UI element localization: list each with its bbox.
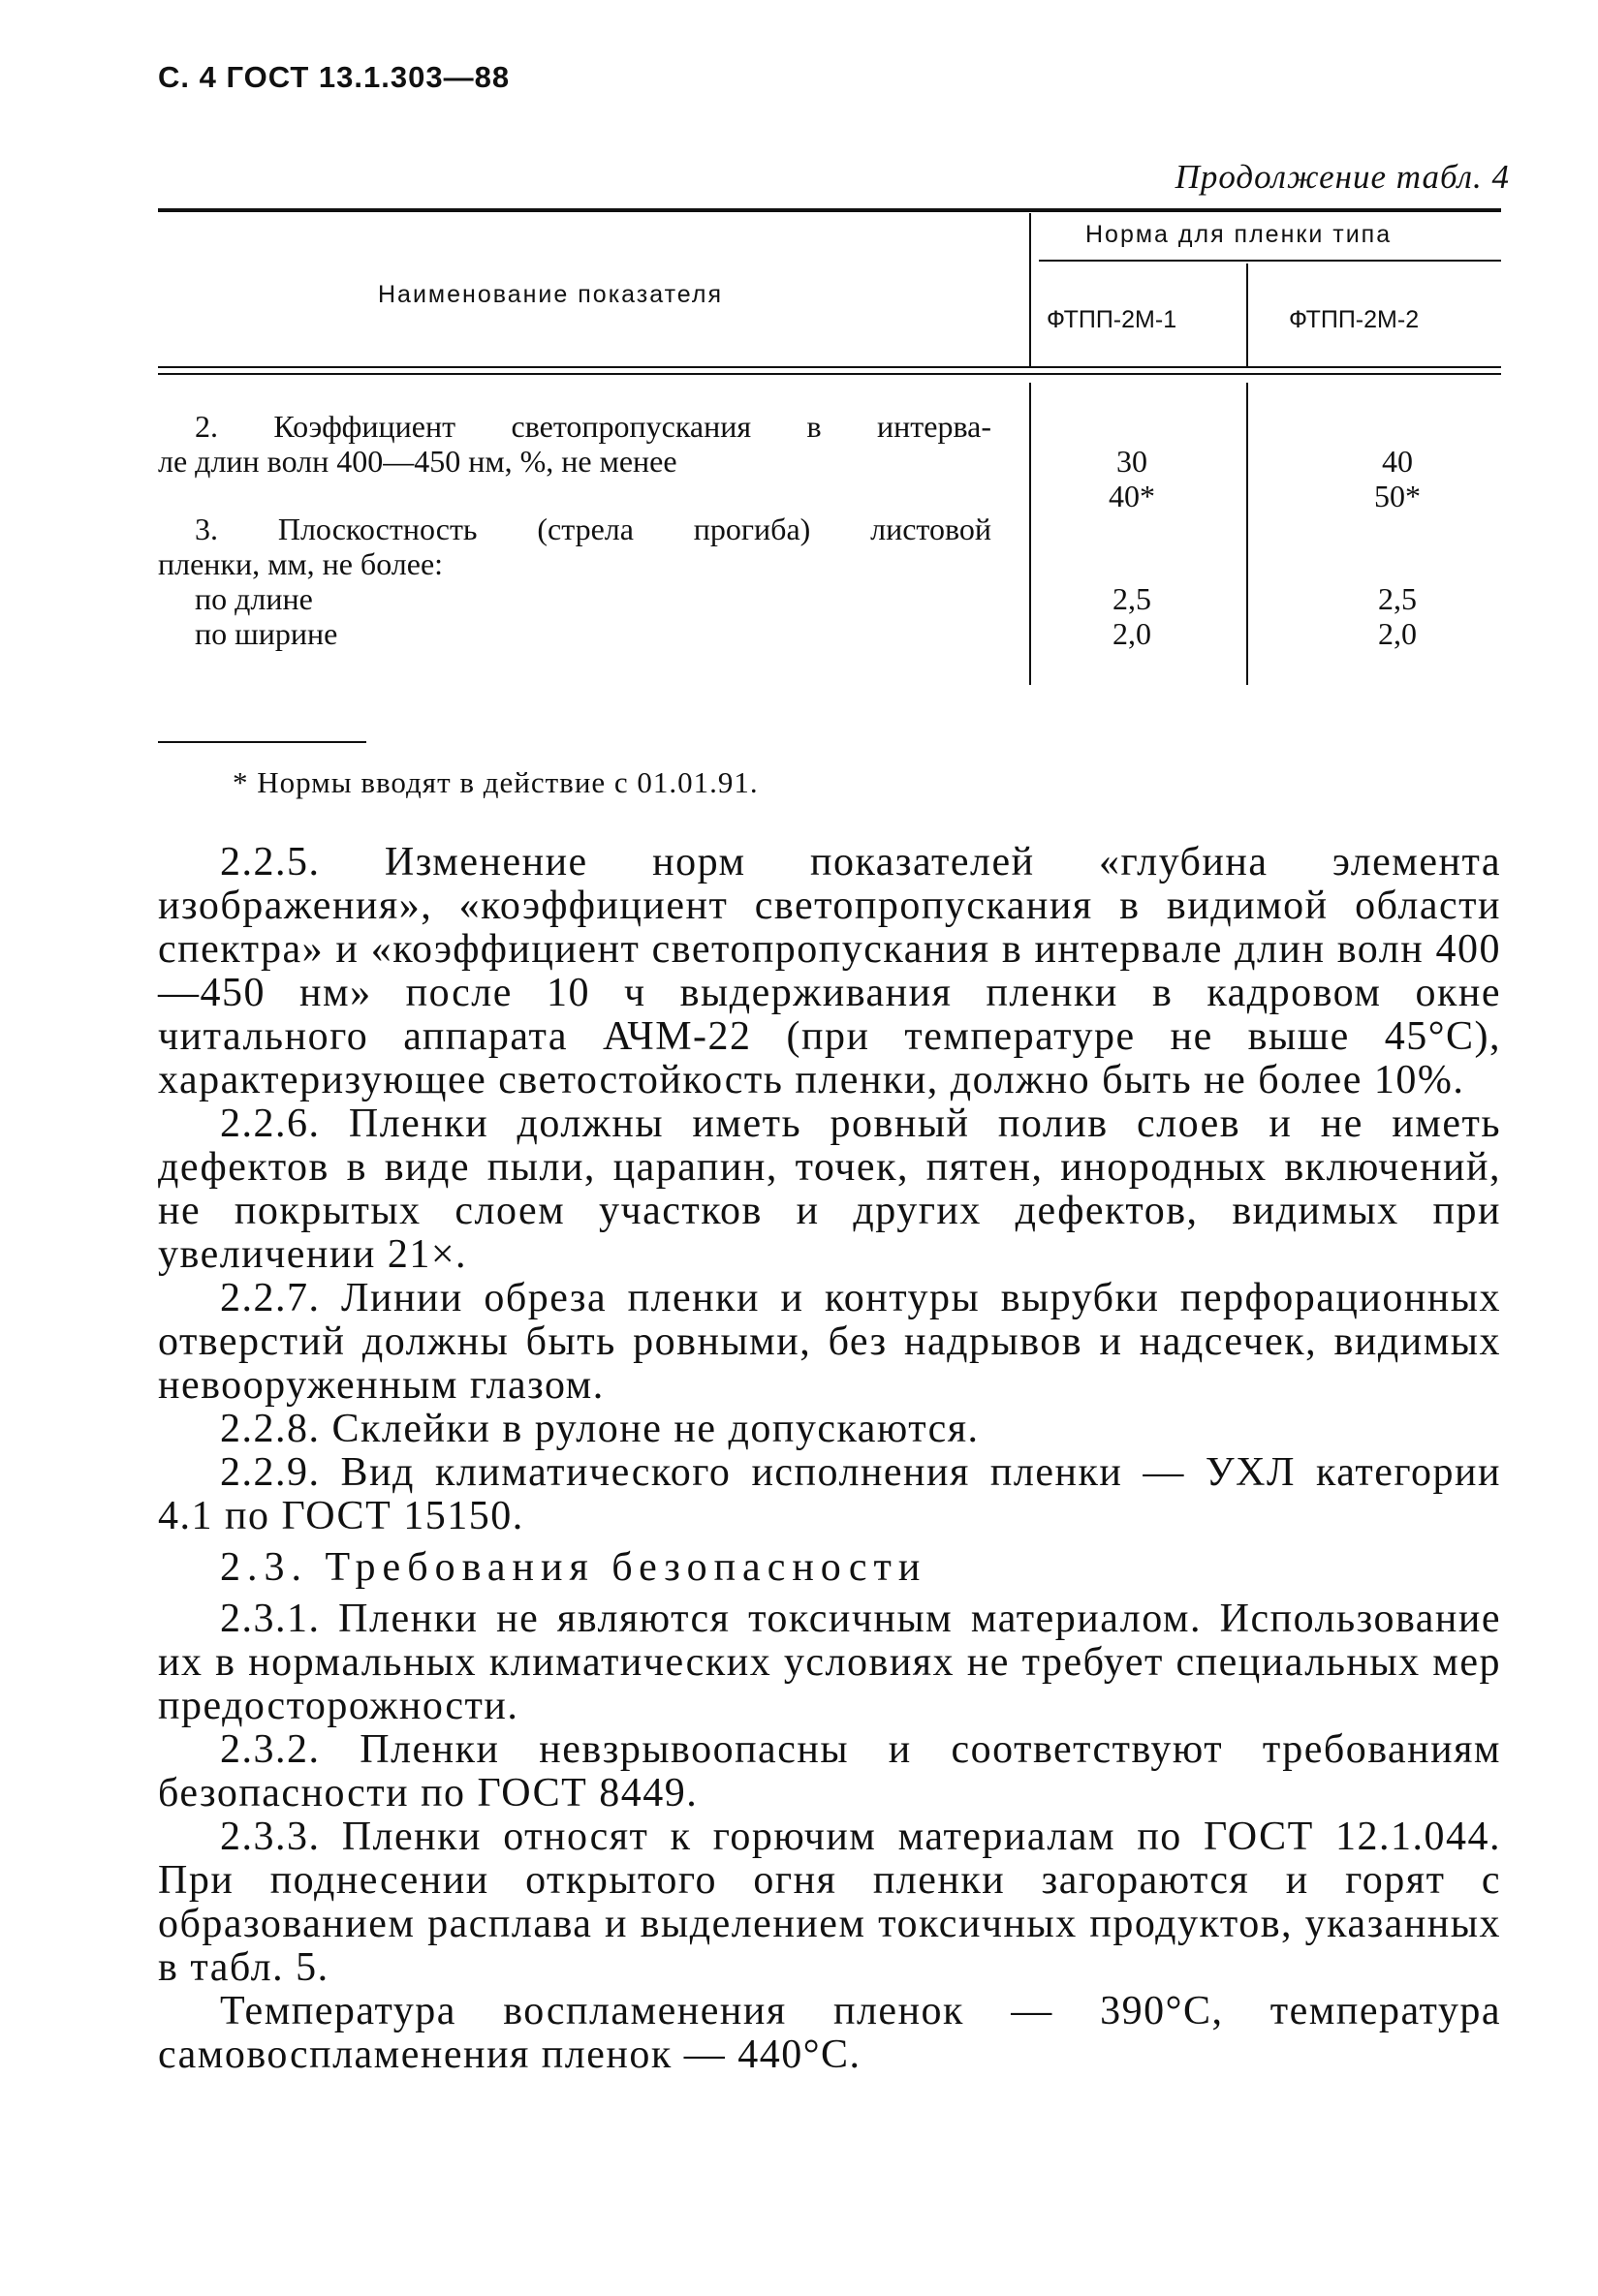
paragraph-2-3-3: 2.3.3. Пленки относят к горючим материалам по ГОСТ 12.1.044. При поднесении открытого огня пленки загораются и горят с образованием расплава и выделением токсичных продуктов, указанных в табл. 5.: [158, 1815, 1501, 1990]
row2-line2: ле длин волн 400—450 нм, %, не менее: [158, 444, 677, 479]
table-header-col1: ФТПП-2М-1: [1047, 306, 1177, 333]
table-row-2-label: [158, 409, 991, 479]
row3-sub2-col2-value: 2,0: [1378, 616, 1417, 651]
paragraph-2-3-2: 2.3.2. Пленки невзрывоопасны и соответствуют требованиям безопасности по ГОСТ 8449.: [158, 1727, 1501, 1815]
paragraph-temperature: Температура воспламенения пленок — 390°С, температура самовоспламенения пленок — 440°С.: [158, 1989, 1501, 2077]
row2-col1-value-b: 40*: [1109, 479, 1155, 513]
paragraph-2-2-8: 2.2.8. Склейки в рулоне не допускаются.: [220, 1407, 980, 1451]
table-caption: Продолжение табл. 4: [1175, 158, 1510, 196]
table-row-3-label: [158, 512, 991, 651]
table-header-bottom-rule: [158, 366, 1501, 368]
paragraph-2-3-1: 2.3.1. Пленки не являются токсичным материалом. Использование их в нормальных климатических условиях не требует специальных мер предосторожности.: [158, 1597, 1501, 1728]
table-col-divider-2: [1246, 264, 1248, 366]
row2-col1-value-a: 30: [1116, 444, 1147, 479]
row3-sub2-col1-value: 2,0: [1112, 616, 1151, 651]
row2-col2-value-b: 50*: [1374, 479, 1421, 513]
row3-line2: пленки, мм, не более:: [158, 546, 444, 581]
page-header: С. 4 ГОСТ 13.1.303—88: [158, 60, 511, 94]
table-col-divider-1: [1029, 213, 1031, 366]
table-subheader-rule: [1039, 260, 1501, 262]
table-col-divider-2-body: [1246, 383, 1248, 685]
body-text: [158, 841, 1501, 2077]
row3-sub1-col2-value: 2,5: [1378, 581, 1417, 616]
table-header-col2: ФТПП-2М-2: [1289, 306, 1420, 333]
table-top-rule: [158, 208, 1501, 212]
row3-sub2: по ширине: [195, 616, 338, 651]
paragraph-2-2-7: 2.2.7. Линии обреза пленки и контуры вырубки перфорационных отверстий должны быть ровными, без надрывов и надсечек, видимых невооруженным глазом.: [158, 1276, 1501, 1408]
table-header-group: Норма для пленки типа: [1085, 221, 1393, 248]
section-heading-2-3: 2.3. Требования безопасности: [220, 1545, 927, 1590]
row3-line1: 3. Плоскостность (стрела прогиба) листовой: [195, 512, 991, 546]
footnote: * Нормы вводят в действие с 01.01.91.: [233, 765, 759, 799]
table-header-name: Наименование показателя: [378, 281, 723, 308]
table-col-divider-1-body: [1029, 383, 1031, 685]
row3-sub1-col1-value: 2,5: [1112, 581, 1151, 616]
row2-line1: 2. Коэффициент светопропускания в интерва-: [195, 409, 991, 444]
row3-sub1: по длине: [195, 581, 313, 616]
row2-col2-value-a: 40: [1382, 444, 1413, 479]
paragraph-2-2-9: 2.2.9. Вид климатического исполнения пленки — УХЛ категории 4.1 по ГОСТ 15150.: [158, 1450, 1501, 1538]
footnote-rule: [158, 741, 366, 743]
paragraph-2-2-5: 2.2.5. Изменение норм показателей «глубина элемента изображения», «коэффициент светопропускания в видимой области спектра» и «коэффициент светопропускания в интервале длин волн 400—450 нм» после 10 ч выдерживания пленки в кадровом окне читального аппарата АЧМ-22 (при температуре не выше 45°С), характеризующее светостойкость пленки, должно быть не более 10%.: [158, 840, 1501, 1102]
paragraph-2-2-6: 2.2.6. Пленки должны иметь ровный полив слоев и не иметь дефектов в виде пыли, царапин, точек, пятен, инородных включений, не покрытых слоем участков и других дефектов, видимых при увеличении 21×.: [158, 1101, 1501, 1277]
table-header-bottom-rule-2: [158, 373, 1501, 375]
